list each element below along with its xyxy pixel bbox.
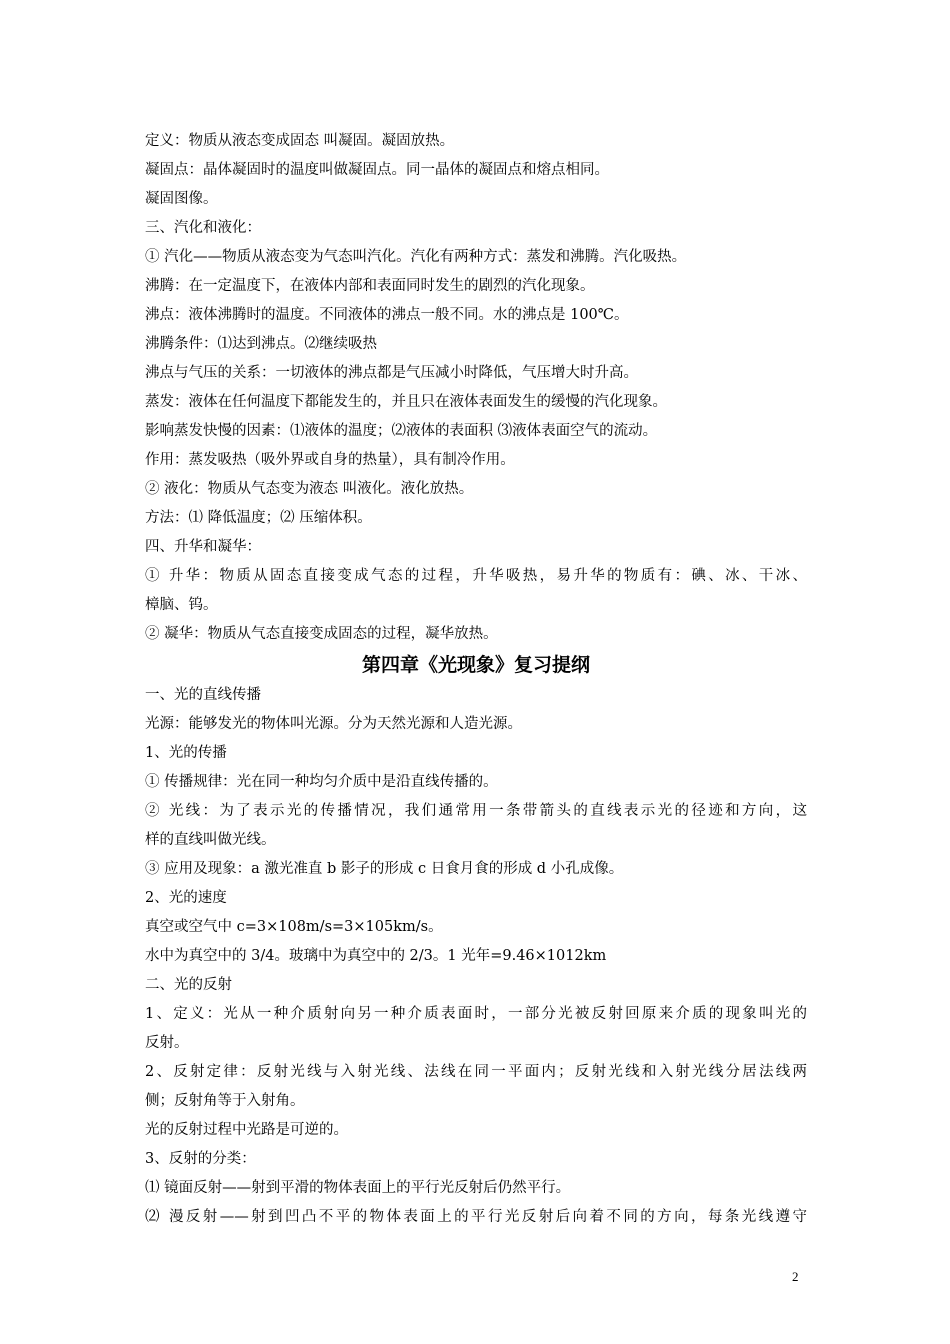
text-line: 光的反射过程中光路是可逆的。 [145, 1122, 348, 1138]
text-line: 沸腾条件：⑴达到沸点。⑵继续吸热 [145, 336, 377, 352]
text-line: 样的直线叫做光线。 [145, 832, 276, 848]
text-line: ② 液化：物质从气态变为液态 叫液化。液化放热。 [145, 481, 474, 497]
text-line: 沸点与气压的关系：一切液体的沸点都是气压减小时降低，气压增大时升高。 [145, 365, 638, 381]
section-heading: 三、汽化和液化： [145, 220, 261, 236]
text-line: 沸腾：在一定温度下，在液体内部和表面同时发生的剧烈的汽化现象。 [145, 278, 595, 294]
text-line: 方法：⑴ 降低温度；⑵ 压缩体积。 [145, 510, 372, 526]
text-line: 樟脑、钨。 [145, 597, 218, 613]
text-line: ① 汽化——物质从液态变为气态叫汽化。汽化有两种方式：蒸发和沸腾。汽化吸热。 [145, 249, 687, 265]
text-line: 定义：物质从液态变成固态 叫凝固。凝固放热。 [145, 133, 455, 149]
text-line: 侧；反射角等于入射角。 [145, 1093, 305, 1109]
text-line: 反射。 [145, 1035, 189, 1051]
subsection-heading: 3、反射的分类： [145, 1151, 256, 1167]
text-line: ⑵ 漫反射——射到凹凸不平的物体表面上的平行光反射后向着不同的方向，每条光线遵守 [145, 1209, 807, 1225]
text-line: ① 升华：物质从固态直接变成气态的过程，升华吸热，易升华的物质有：碘、冰、干冰、 [145, 568, 807, 584]
text-line: 光源：能够发光的物体叫光源。分为天然光源和人造光源。 [145, 716, 522, 732]
text-line: 作用：蒸发吸热（吸外界或自身的热量），具有制冷作用。 [145, 452, 515, 468]
section-heading: 一、光的直线传播 [145, 687, 261, 703]
text-line: 影响蒸发快慢的因素：⑴液体的温度；⑵液体的表面积 ⑶液体表面空气的流动。 [145, 423, 658, 439]
text-line: ③ 应用及现象：a 激光准直 b 影子的形成 c 日食月食的形成 d 小孔成像。 [145, 861, 624, 877]
text-line: 真空或空气中 c=3×108m/s=3×105km/s。 [145, 919, 443, 935]
chapter-title: 第四章《光现象》复习提纲 [361, 654, 590, 676]
text-line: ② 光线：为了表示光的传播情况，我们通常用一条带箭头的直线表示光的径迹和方向，这 [145, 803, 807, 819]
text-line: 1、定义：光从一种介质射向另一种介质表面时，一部分光被反射回原来介质的现象叫光的 [145, 1006, 807, 1022]
text-line: ① 传播规律：光在同一种均匀介质中是沿直线传播的。 [145, 774, 498, 790]
subsection-heading: 2、光的速度 [145, 890, 227, 906]
text-line: ⑴ 镜面反射——射到平滑的物体表面上的平行光反射后仍然平行。 [145, 1180, 571, 1196]
text-line: ② 凝华：物质从气态直接变成固态的过程，凝华放热。 [145, 626, 498, 642]
text-line: 沸点：液体沸腾时的温度。不同液体的沸点一般不同。水的沸点是 100℃。 [145, 307, 629, 323]
text-line: 2、反射定律：反射光线与入射光线、法线在同一平面内；反射光线和入射光线分居法线两 [145, 1064, 807, 1080]
text-line: 凝固点：晶体凝固时的温度叫做凝固点。同一晶体的凝固点和熔点相同。 [145, 162, 609, 178]
text-line: 蒸发：液体在任何温度下都能发生的，并且只在液体表面发生的缓慢的汽化现象。 [145, 394, 667, 410]
text-line: 水中为真空中的 3/4。玻璃中为真空中的 2/3。1 光年=9.46×1012km [145, 948, 607, 964]
page-number: 2 [792, 1269, 799, 1284]
text-line: 凝固图像。 [145, 191, 218, 207]
section-heading: 二、光的反射 [145, 977, 232, 993]
page-content [145, 127, 807, 1232]
subsection-heading: 1、光的传播 [145, 745, 227, 761]
section-heading: 四、升华和凝华： [145, 539, 261, 555]
